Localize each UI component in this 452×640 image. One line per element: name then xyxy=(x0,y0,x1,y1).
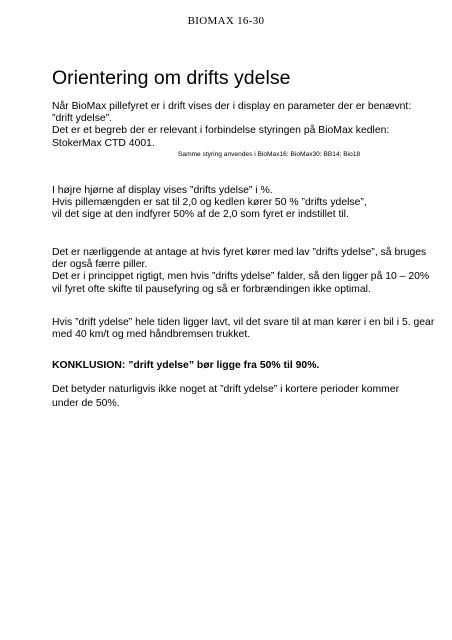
paragraph-line: vil det sige at den indfyrer 50% af de 2,0 som fyret er indstillet til. xyxy=(52,209,349,221)
paragraph-line: under de 50%. xyxy=(52,398,120,410)
paragraph-line: Det er nærliggende at antage at hvis fyret kører med lav ”drifts ydelse”, så bruges xyxy=(52,247,427,258)
footnote-small: Samme styring anvendes i BioMax16; BioMax30; BB14; Bio18 xyxy=(178,150,361,158)
paragraph-analogy xyxy=(52,317,435,341)
paragraph-line: Det er et begreb der er relevant i forbindelse styringen på BioMax kedlen: xyxy=(52,125,390,137)
paragraph-line: vil fyret ofte skifte til pausefyring og så er forbrændingen ikke optimal. xyxy=(52,283,371,295)
paragraph-line: Når BioMax pillefyret er i drift vises der i display en parameter der er benævnt: xyxy=(52,101,412,112)
conclusion-heading xyxy=(52,360,422,372)
paragraph-line: Hvis ”drift ydelse” hele tiden ligger lavt, vil det svare til at man kører i en bil i 5. gear xyxy=(52,317,435,328)
paragraph-display xyxy=(52,185,422,222)
conclusion-text: KONKLUSION: ”drift ydelse” bør ligge fra 50% til 90%. xyxy=(52,360,320,371)
running-header: BIOMAX 16-30 xyxy=(187,15,265,27)
paragraph-intro xyxy=(52,101,422,159)
paragraph-line: der også færre piller. xyxy=(52,259,148,271)
paragraph-assumption xyxy=(52,247,430,296)
paragraph-line: Det betyder naturligvis ikke noget at ”drift ydelse” i kortere perioder kommer xyxy=(52,384,400,395)
paragraph-line: StokerMax CTD 4001. xyxy=(52,137,155,149)
paragraph-line: med 40 km/t og med håndbremsen trukket. xyxy=(52,329,251,341)
paragraph-closing xyxy=(52,384,422,410)
paragraph-line: Hvis pillemængden er sat til 2,0 og kedlen kører 50 % ”drifts ydelse”, xyxy=(52,197,367,209)
page-title: Orientering om drifts ydelse xyxy=(52,67,291,89)
paragraph-line: I højre hjørne af display vises ”drifts ydelse” i %. xyxy=(52,185,273,196)
paragraph-line: ”drift ydelse”. xyxy=(52,113,113,125)
paragraph-line: Det er i princippet rigtigt, men hvis ”drifts ydelse” falder, så den ligger på 10 – 20% xyxy=(52,271,430,283)
